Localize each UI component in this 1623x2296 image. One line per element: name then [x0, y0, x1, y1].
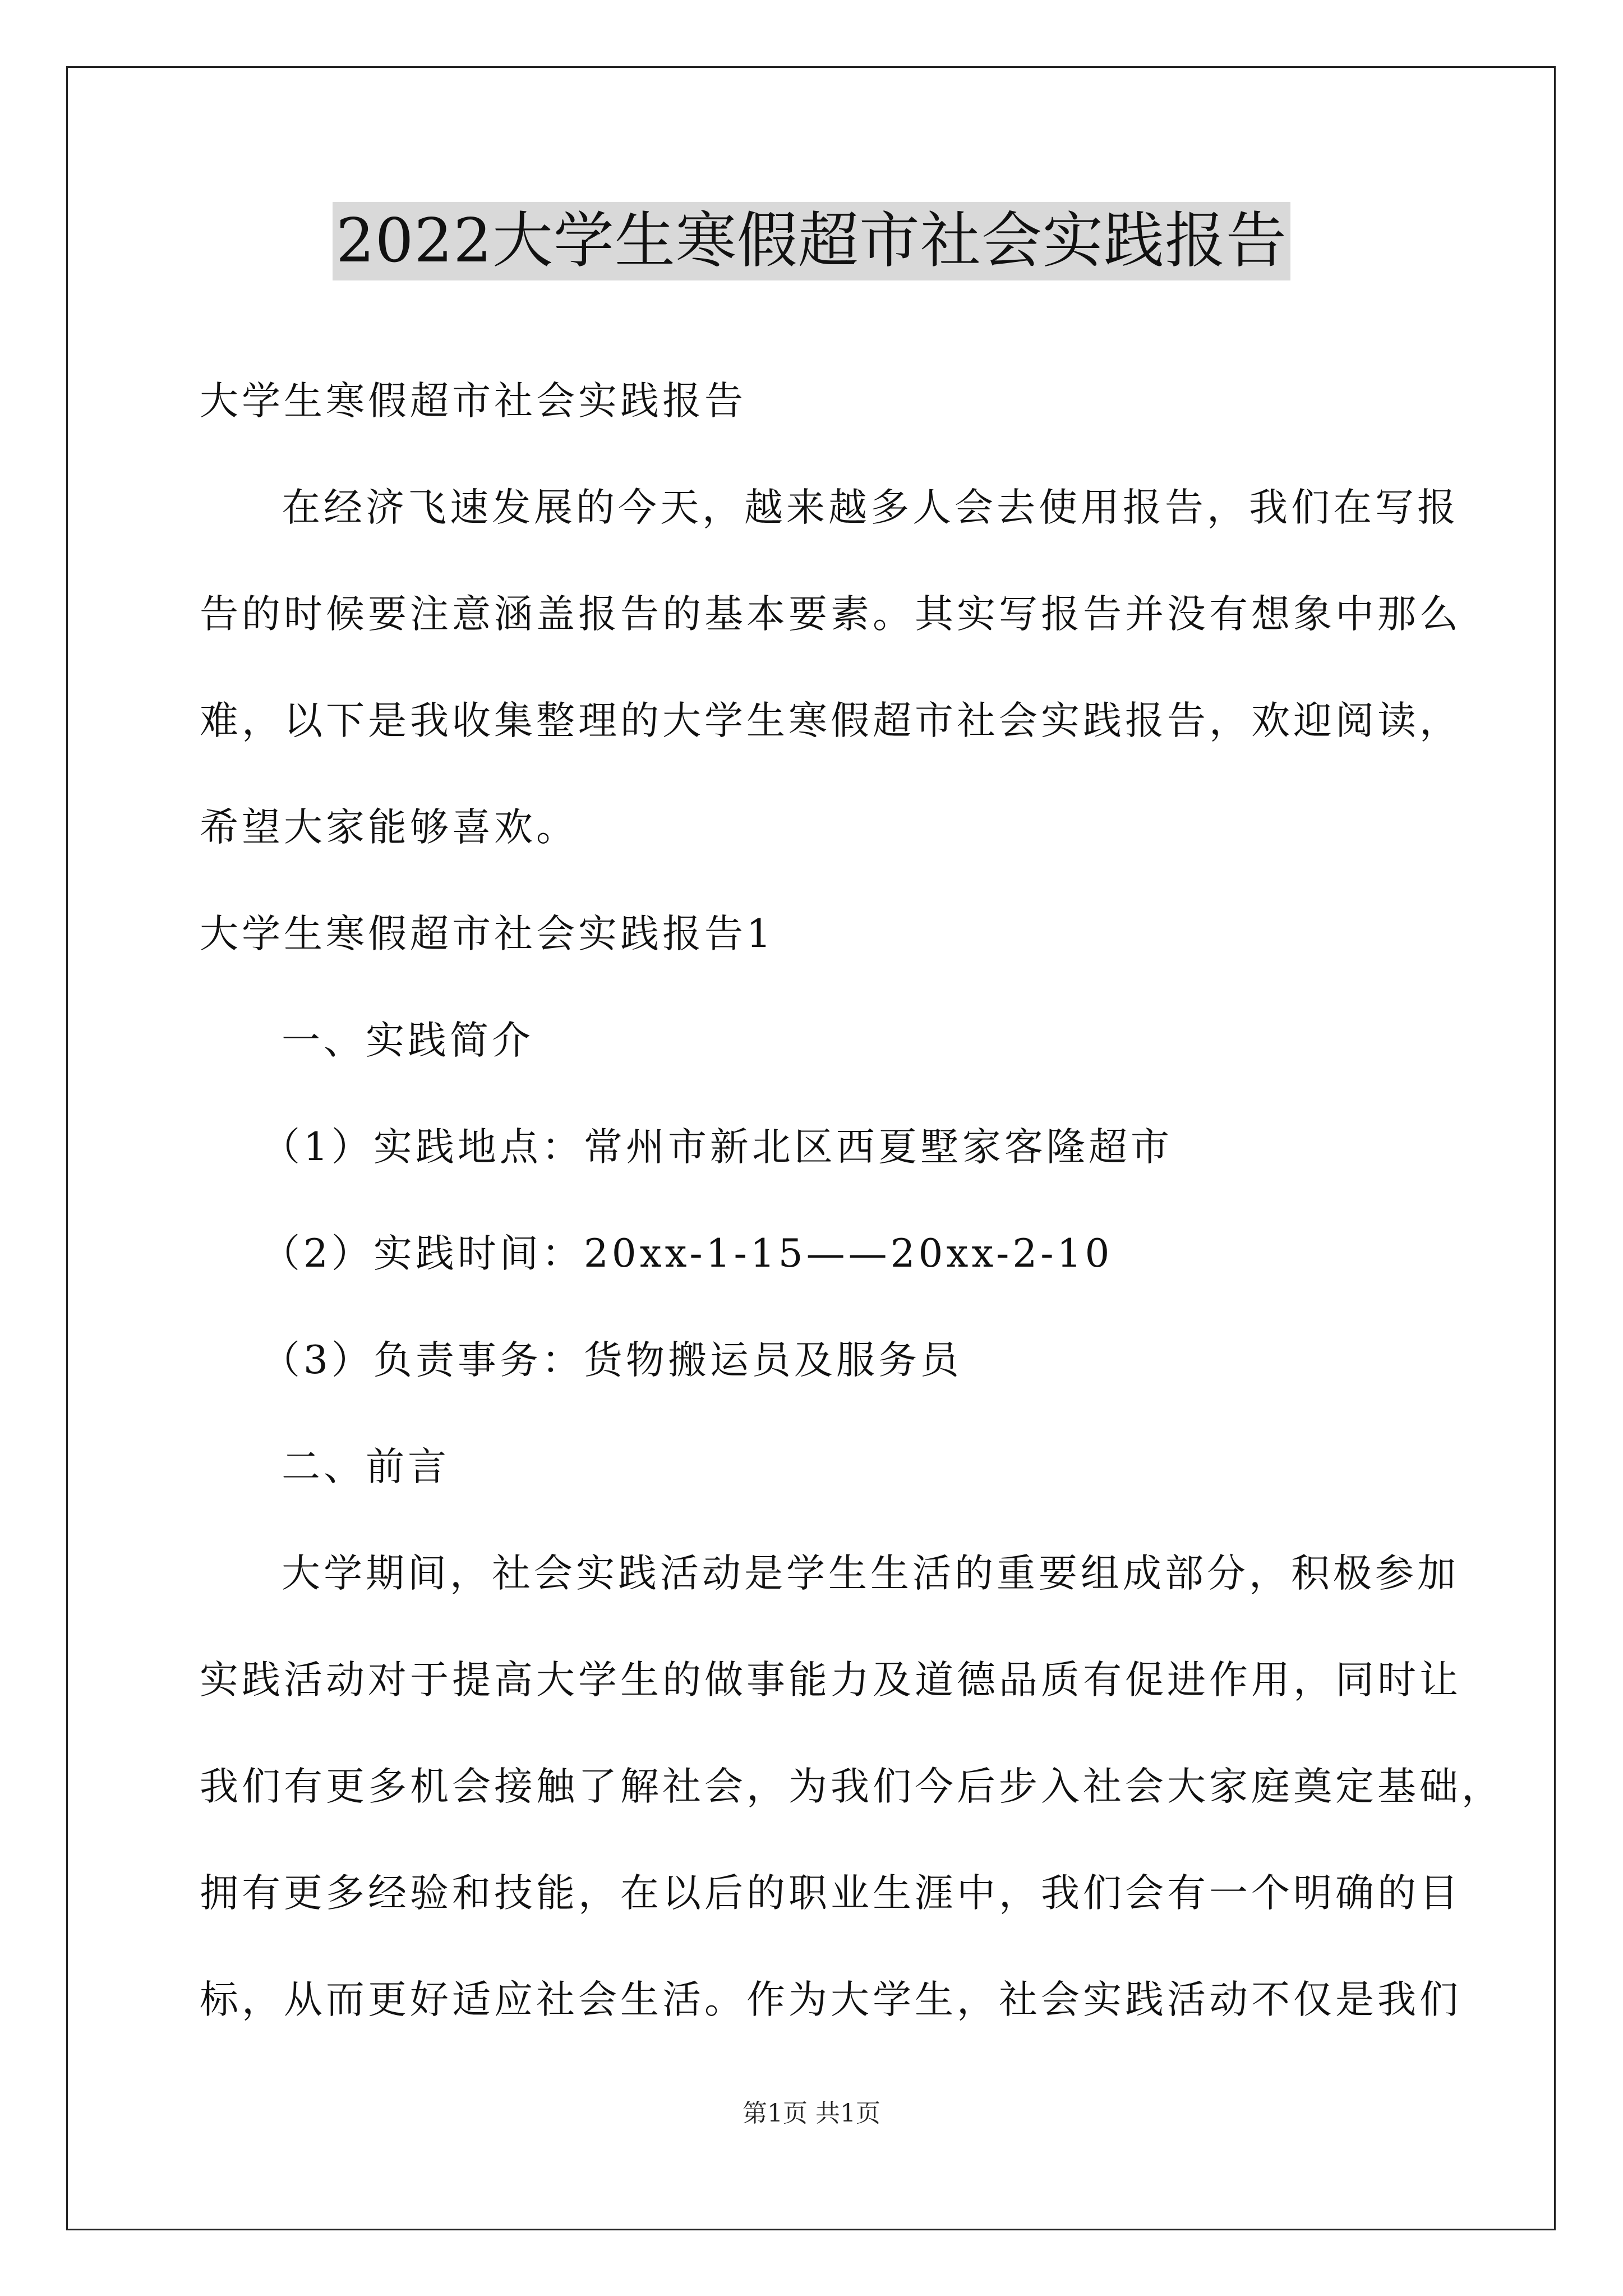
paragraph-line: 拥有更多经验和技能，在以后的职业生涯中，我们会有一个明确的目 — [200, 1871, 1461, 1916]
paragraph-line: 大学期间，社会实践活动是学生生活的重要组成部分，积极参加 — [282, 1551, 1459, 1596]
page-footer: 第1页 共1页 — [743, 2099, 880, 2128]
paragraph-line: 实践活动对于提高大学生的做事能力及道德品质有促进作用，同时让 — [200, 1658, 1461, 1703]
document-title: 2022大学生寒假超市社会实践报告 — [333, 202, 1290, 280]
paragraph-line: 我们有更多机会接触了解社会，为我们今后步入社会大家庭奠定基础， — [200, 1764, 1504, 1809]
paragraph-line: 在经济飞速发展的今天，越来越多人会去使用报告，我们在写报 — [282, 485, 1459, 530]
paragraph-line: 希望大家能够喜欢。 — [200, 805, 578, 850]
paragraph-line: 标，从而更好适应社会生活。作为大学生，社会实践活动不仅是我们 — [200, 1977, 1461, 2022]
paragraph-line: 告的时候要注意涵盖报告的基本要素。其实写报告并没有想象中那么 — [200, 592, 1461, 637]
list-item: （2）实践时间：20xx-1-15——20xx-2-10 — [261, 1231, 1113, 1276]
paragraph-line: 难，以下是我收集整理的大学生寒假超市社会实践报告，欢迎阅读， — [200, 698, 1461, 743]
list-item: （3）负责事务：货物搬运员及服务员 — [261, 1338, 962, 1383]
subsection-heading: 一、实践简介 — [282, 1018, 534, 1063]
section-heading: 大学生寒假超市社会实践报告1 — [200, 912, 774, 956]
document-body — [200, 348, 1504, 2053]
title-container — [0, 202, 1623, 280]
subtitle: 大学生寒假超市社会实践报告 — [200, 379, 746, 424]
list-item: （1）实践地点：常州市新北区西夏墅家客隆超市 — [261, 1125, 1173, 1170]
subsection-heading: 二、前言 — [282, 1444, 450, 1489]
